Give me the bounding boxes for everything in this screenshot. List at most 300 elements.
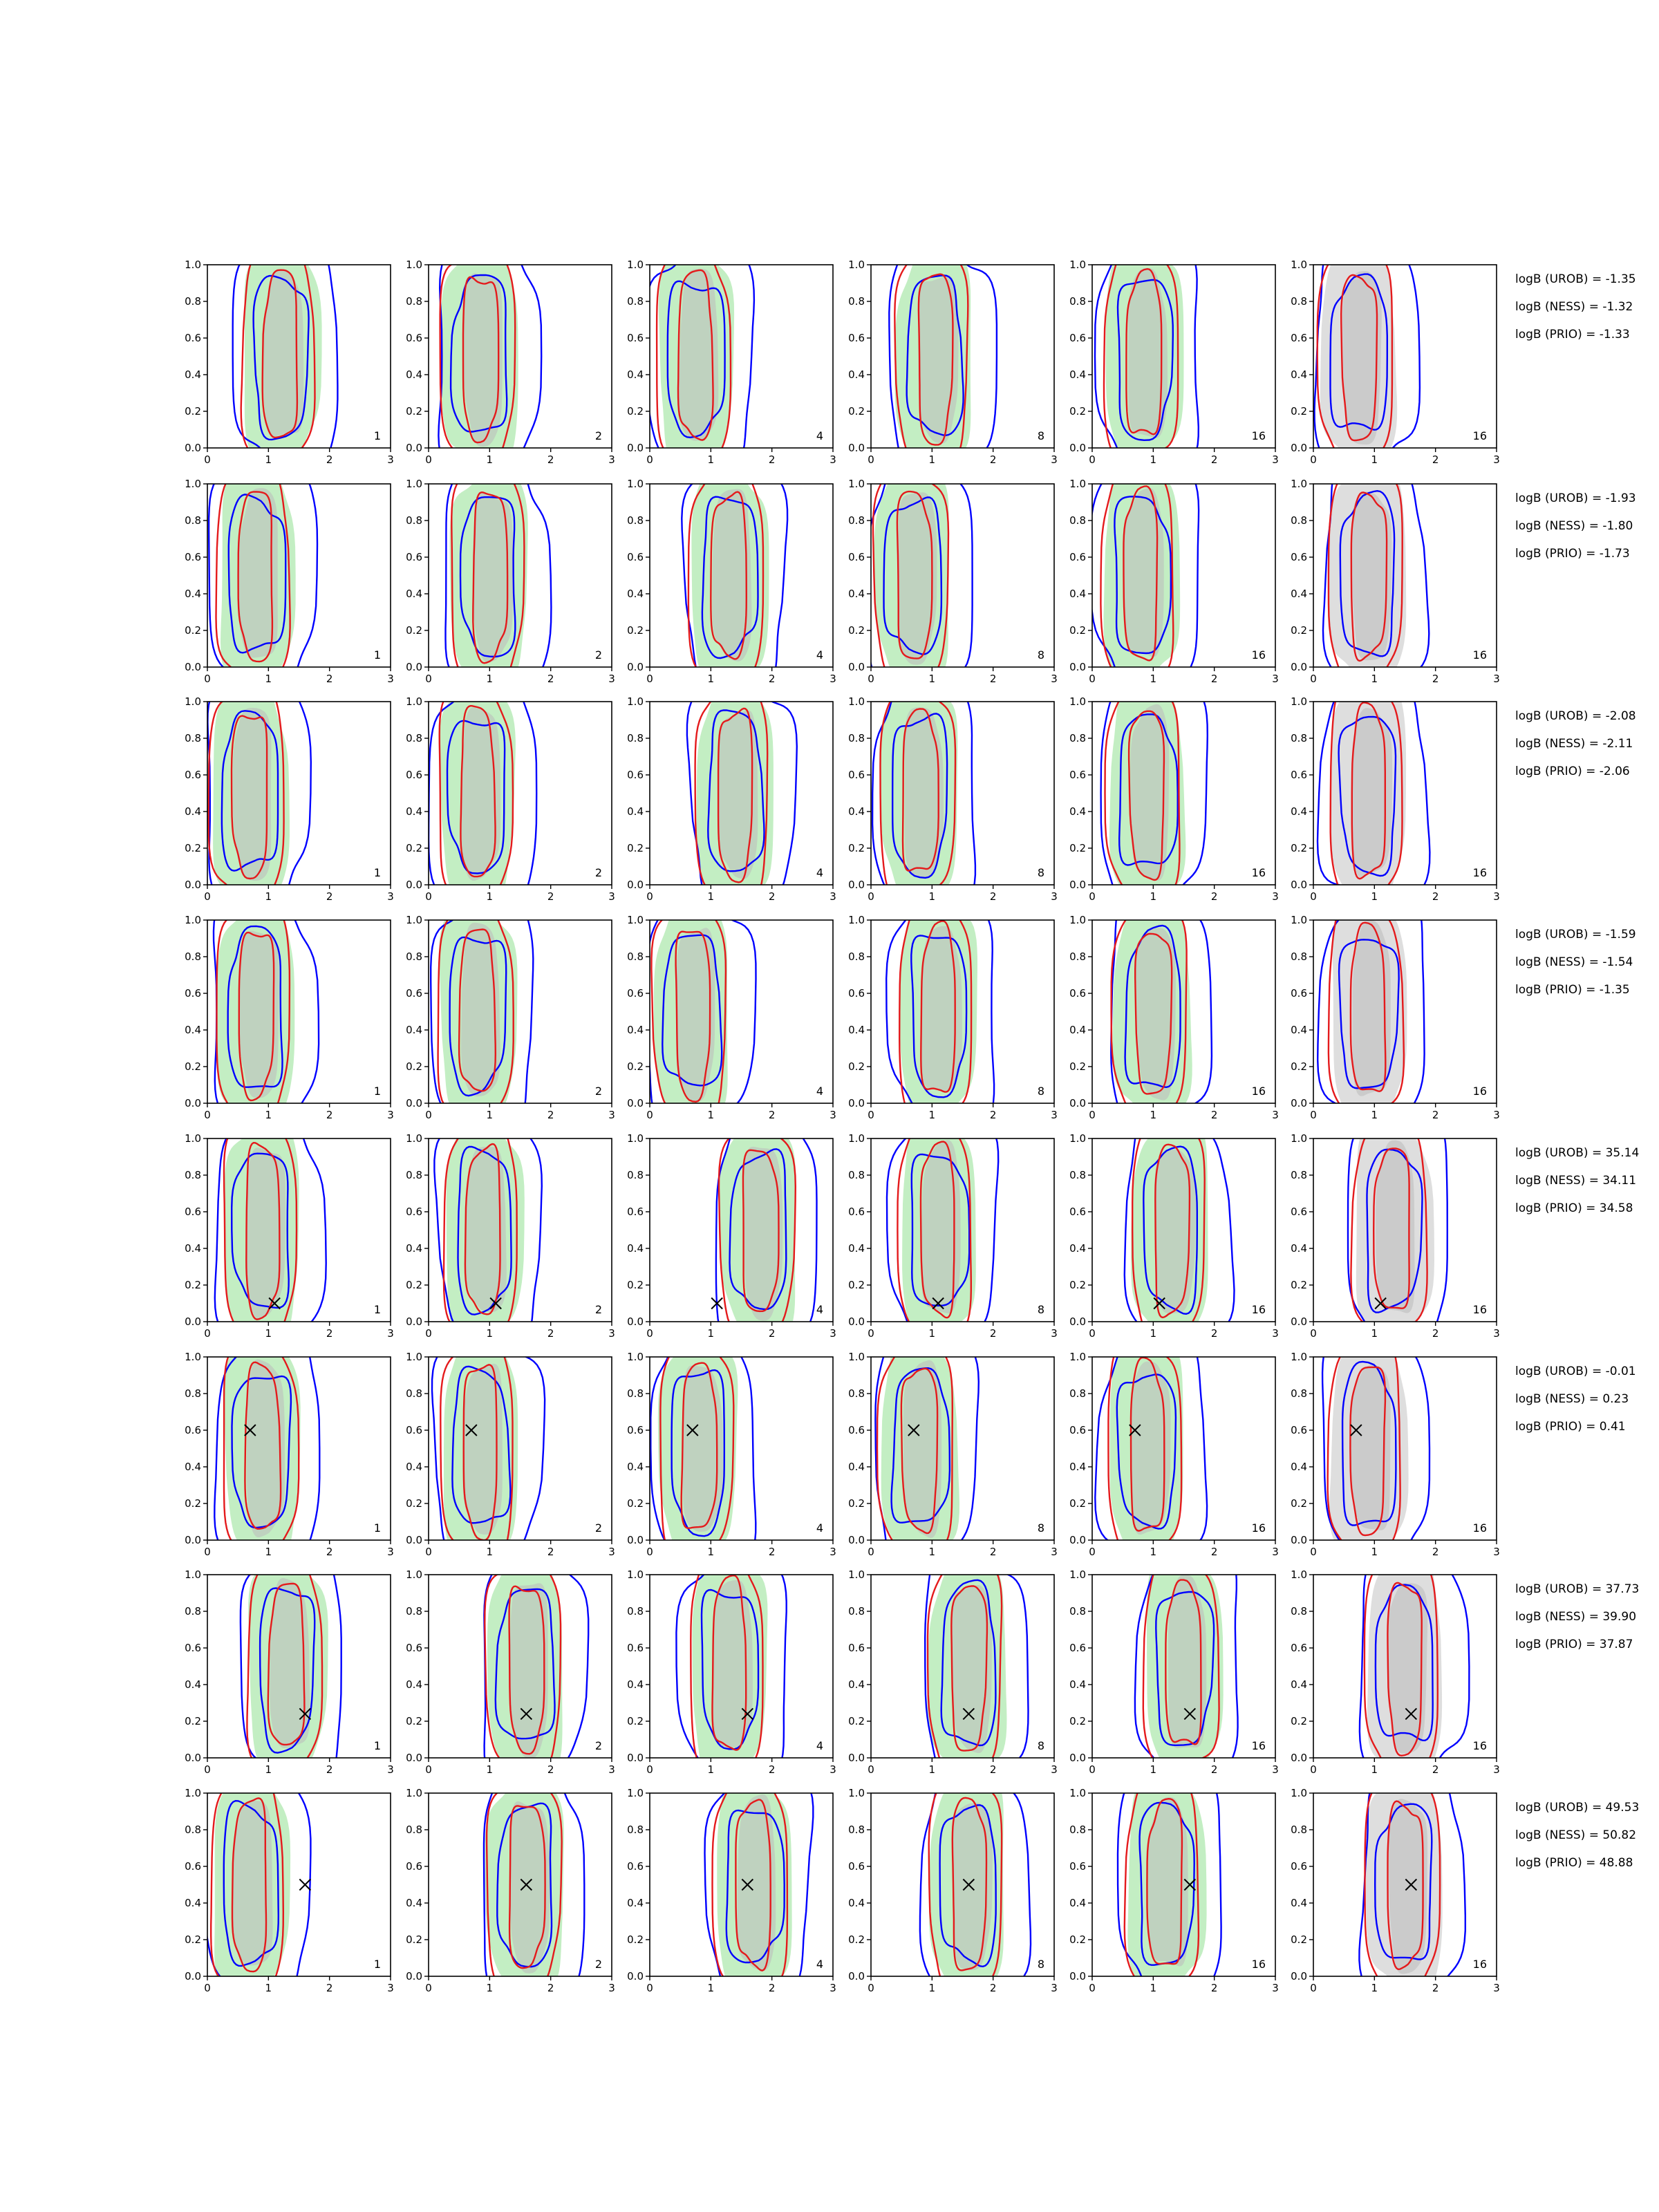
- x-tick-label: 0: [868, 1109, 874, 1121]
- y-tick-label: 0.6: [1069, 551, 1086, 563]
- y-tick-label: 0.0: [848, 879, 865, 891]
- y-tick-label: 0.0: [848, 1534, 865, 1546]
- y-tick-label: 0.8: [848, 1824, 865, 1836]
- y-tick-label: 0.6: [1291, 551, 1307, 563]
- y-tick-label: 0.2: [1291, 842, 1307, 854]
- x-tick-label: 0: [1089, 1327, 1096, 1340]
- x-tick-label: 2: [768, 1982, 776, 1994]
- y-tick-label: 0.6: [1291, 1206, 1307, 1218]
- x-tick-label: 0: [868, 1546, 874, 1558]
- y-tick-label: 1.0: [848, 914, 865, 926]
- y-tick-label: 0.6: [185, 1642, 201, 1654]
- y-tick-label: 0.4: [406, 1242, 422, 1255]
- y-tick-label: 0.8: [406, 295, 422, 308]
- x-tick-label: 3: [387, 1763, 394, 1776]
- x-tick-label: 1: [1150, 890, 1157, 903]
- filled-region-inner: [1352, 708, 1392, 878]
- x-tick-label: 3: [1272, 673, 1279, 685]
- y-tick-label: 0.8: [848, 732, 865, 744]
- y-tick-label: 0.6: [848, 1642, 865, 1654]
- x-tick-label: 0: [868, 1763, 874, 1776]
- panel-r8-c4: [848, 1767, 1058, 1997]
- y-tick-label: 0.2: [406, 1060, 422, 1073]
- y-tick-label: 0.8: [1291, 514, 1307, 527]
- panel-r8-c6: [1291, 1764, 1500, 2000]
- x-tick-label: 0: [1089, 673, 1096, 685]
- panel-label: 4: [816, 648, 823, 662]
- y-tick-label: 0.8: [627, 295, 644, 308]
- panel-r2-c6: [1291, 453, 1500, 691]
- x-tick-label: 1: [1150, 453, 1157, 466]
- x-tick-label: 2: [547, 1982, 554, 1994]
- x-tick-label: 0: [204, 1982, 211, 1994]
- y-tick-label: 1.0: [185, 914, 201, 926]
- panel-label: 8: [1037, 866, 1044, 879]
- panel-r2-c2: [406, 453, 615, 687]
- panel-r3-c2: [406, 673, 615, 906]
- x-tick-label: 0: [425, 1109, 432, 1121]
- panel-r8-c3: [627, 1771, 836, 2005]
- panel-r3-c6: [1291, 680, 1500, 908]
- y-tick-label: 0.2: [185, 842, 201, 854]
- logb-annotations-row-7: [1515, 1582, 1639, 1651]
- y-tick-label: 0.2: [185, 405, 201, 418]
- x-tick-label: 3: [387, 673, 394, 685]
- x-tick-label: 1: [486, 453, 494, 466]
- x-tick-label: 3: [1051, 453, 1058, 466]
- filled-region-inner: [1136, 928, 1177, 1100]
- y-tick-label: 0.6: [1291, 332, 1307, 344]
- y-tick-label: 0.8: [185, 1169, 201, 1181]
- y-tick-label: 0.0: [1291, 879, 1307, 891]
- y-tick-label: 0.4: [406, 1024, 422, 1036]
- y-tick-label: 0.2: [406, 1497, 422, 1510]
- y-tick-label: 0.2: [185, 1060, 201, 1073]
- x-tick-label: 0: [868, 673, 874, 685]
- x-tick-label: 1: [707, 1763, 715, 1776]
- y-tick-label: 0.2: [848, 624, 865, 637]
- y-tick-label: 0.0: [1069, 1097, 1086, 1109]
- y-tick-label: 1.0: [848, 259, 865, 271]
- logb-label: logB (PRIO) = 48.88: [1515, 1856, 1633, 1870]
- x-tick-label: 3: [1272, 1109, 1279, 1121]
- x-tick-label: 2: [1432, 1327, 1439, 1340]
- x-tick-label: 0: [204, 1109, 211, 1121]
- logb-label: logB (UROB) = 49.53: [1515, 1801, 1640, 1815]
- x-tick-label: 1: [928, 890, 936, 903]
- x-tick-label: 0: [204, 673, 211, 685]
- y-tick-label: 0.0: [1069, 1534, 1086, 1546]
- logb-label: logB (NESS) = 50.82: [1515, 1828, 1637, 1842]
- panel-label: 2: [594, 429, 602, 442]
- y-tick-label: 0.2: [406, 624, 422, 637]
- x-tick-label: 2: [547, 1546, 554, 1558]
- panel-r7-c6: [1291, 1551, 1500, 1781]
- x-tick-label: 2: [1432, 673, 1439, 685]
- panel-label: 4: [816, 1303, 823, 1316]
- y-tick-label: 0.6: [406, 551, 422, 563]
- x-tick-label: 2: [1432, 453, 1439, 466]
- x-tick-label: 2: [768, 1546, 776, 1558]
- y-tick-label: 0.8: [185, 950, 201, 963]
- x-tick-label: 1: [1371, 1982, 1378, 1994]
- y-tick-label: 0.4: [185, 1242, 201, 1255]
- x-tick-label: 1: [1371, 890, 1378, 903]
- x-tick-label: 1: [486, 1982, 494, 1994]
- x-tick-label: 3: [1272, 1327, 1279, 1340]
- x-tick-label: 0: [1089, 1763, 1096, 1776]
- panel-r6-c4: [848, 1333, 1058, 1577]
- x-tick-label: 0: [1310, 453, 1317, 466]
- x-tick-label: 3: [1051, 1327, 1058, 1340]
- y-tick-label: 1.0: [185, 1568, 201, 1581]
- x-tick-label: 1: [265, 1546, 272, 1558]
- filled-region-inner: [510, 1801, 550, 1974]
- x-tick-label: 1: [707, 1982, 715, 1994]
- x-tick-label: 0: [204, 1327, 211, 1340]
- panel-label: 16: [1472, 1739, 1487, 1752]
- panel-r6-c3: [627, 1324, 836, 1563]
- y-tick-label: 0.8: [627, 950, 644, 963]
- y-tick-label: 0.2: [627, 1497, 644, 1510]
- y-tick-label: 0.8: [1291, 1169, 1307, 1181]
- y-tick-label: 0.0: [627, 1970, 644, 1983]
- y-tick-label: 0.2: [185, 624, 201, 637]
- y-tick-label: 1.0: [406, 478, 422, 490]
- panel-r8-c2: [406, 1756, 615, 1996]
- panel-r2-c4: [848, 454, 1058, 691]
- y-tick-label: 0.2: [1291, 405, 1307, 418]
- y-tick-label: 0.6: [1291, 769, 1307, 781]
- panel-r1-c3: [627, 238, 836, 470]
- x-tick-label: 3: [608, 1109, 615, 1121]
- panel-label: 16: [1251, 648, 1266, 662]
- y-tick-label: 0.8: [1291, 950, 1307, 963]
- y-tick-label: 1.0: [1291, 1132, 1307, 1145]
- panel-r5-c6: [1291, 1114, 1500, 1359]
- y-tick-label: 0.6: [406, 332, 422, 344]
- y-tick-label: 0.0: [185, 879, 201, 891]
- y-tick-label: 0.8: [627, 732, 644, 744]
- x-tick-label: 3: [830, 890, 836, 903]
- y-tick-label: 0.2: [1291, 624, 1307, 637]
- y-tick-label: 0.4: [1069, 1461, 1086, 1473]
- y-tick-label: 0.0: [1069, 442, 1086, 454]
- logb-label: logB (PRIO) = -2.06: [1515, 765, 1630, 778]
- x-tick-label: 2: [547, 1327, 554, 1340]
- y-tick-label: 0.4: [627, 1897, 644, 1909]
- y-tick-label: 0.2: [185, 1279, 201, 1291]
- y-tick-label: 0.0: [406, 1752, 422, 1764]
- y-tick-label: 0.4: [848, 805, 865, 818]
- y-tick-label: 0.0: [627, 1097, 644, 1109]
- panel-r6-c2: [406, 1332, 615, 1561]
- y-tick-label: 0.2: [406, 405, 422, 418]
- logb-label: logB (NESS) = -2.11: [1515, 737, 1633, 751]
- y-tick-label: 0.2: [406, 1933, 422, 1946]
- y-tick-label: 0.8: [1291, 1824, 1307, 1836]
- y-tick-label: 0.6: [1291, 1642, 1307, 1654]
- x-tick-label: 0: [425, 1763, 432, 1776]
- x-tick-label: 0: [1089, 1546, 1096, 1558]
- y-tick-label: 0.0: [185, 1097, 201, 1109]
- y-tick-label: 1.0: [1291, 259, 1307, 271]
- panel-r3-c5: [1069, 680, 1279, 917]
- x-tick-label: 1: [1371, 1327, 1378, 1340]
- x-tick-label: 1: [1150, 1327, 1157, 1340]
- x-tick-label: 3: [387, 1327, 394, 1340]
- y-tick-label: 0.2: [406, 1715, 422, 1727]
- panel-label: 16: [1251, 429, 1266, 442]
- panel-label: 16: [1472, 866, 1487, 879]
- x-tick-label: 1: [928, 453, 936, 466]
- logb-label: logB (UROB) = -1.35: [1515, 272, 1636, 286]
- panel-label: 4: [816, 1958, 823, 1971]
- panel-label: 1: [373, 1958, 381, 1971]
- y-tick-label: 0.8: [406, 1605, 422, 1618]
- y-tick-label: 0.2: [185, 1933, 201, 1946]
- y-tick-label: 0.6: [848, 769, 865, 781]
- x-tick-label: 1: [707, 1546, 715, 1558]
- y-tick-label: 0.6: [1291, 1860, 1307, 1873]
- x-tick-label: 0: [425, 673, 432, 685]
- panel-label: 1: [373, 1303, 381, 1316]
- x-tick-label: 0: [646, 673, 653, 685]
- y-tick-label: 0.2: [1069, 405, 1086, 418]
- y-tick-label: 0.6: [406, 1206, 422, 1218]
- y-tick-label: 0.6: [406, 769, 422, 781]
- y-tick-label: 1.0: [406, 914, 422, 926]
- x-tick-label: 1: [707, 1109, 715, 1121]
- x-tick-label: 2: [326, 673, 333, 685]
- panel-label: 16: [1472, 1085, 1487, 1098]
- panel-label: 2: [594, 1303, 602, 1316]
- x-tick-label: 0: [646, 1546, 653, 1558]
- y-tick-label: 0.8: [848, 295, 865, 308]
- x-tick-label: 0: [646, 1327, 653, 1340]
- y-tick-label: 0.2: [185, 1715, 201, 1727]
- panel-r7-c1: [185, 1544, 394, 1792]
- x-tick-label: 0: [646, 1763, 653, 1776]
- x-tick-label: 0: [425, 1327, 432, 1340]
- x-tick-label: 1: [928, 673, 936, 685]
- y-tick-label: 1.0: [627, 914, 644, 926]
- panel-label: 16: [1251, 1958, 1266, 1971]
- y-tick-label: 0.0: [1069, 1315, 1086, 1328]
- y-tick-label: 0.6: [406, 1860, 422, 1873]
- y-tick-label: 0.0: [848, 442, 865, 454]
- x-tick-label: 0: [1089, 1109, 1096, 1121]
- panel-r8-c5: [1069, 1775, 1279, 2011]
- x-tick-label: 1: [928, 1982, 936, 1994]
- logb-annotations-row-2: [1515, 491, 1636, 561]
- panel-label: 16: [1251, 1085, 1266, 1098]
- logb-label: logB (PRIO) = 37.87: [1515, 1638, 1633, 1651]
- panel-label: 8: [1037, 1739, 1044, 1752]
- y-tick-label: 0.4: [627, 1242, 644, 1255]
- y-tick-label: 0.6: [1069, 769, 1086, 781]
- x-tick-label: 1: [1371, 1763, 1378, 1776]
- x-tick-label: 1: [486, 1546, 494, 1558]
- panel-r7-c2: [406, 1547, 615, 1786]
- y-tick-label: 0.2: [1291, 1715, 1307, 1727]
- panel-r6-c6: [1291, 1335, 1500, 1571]
- y-tick-label: 0.2: [627, 1715, 644, 1727]
- x-tick-label: 1: [265, 1109, 272, 1121]
- x-tick-label: 2: [768, 1327, 776, 1340]
- x-tick-label: 0: [868, 1982, 874, 1994]
- x-tick-label: 3: [608, 1763, 615, 1776]
- y-tick-label: 0.6: [185, 1860, 201, 1873]
- x-tick-label: 0: [1310, 1327, 1317, 1340]
- x-tick-label: 3: [1051, 890, 1058, 903]
- y-tick-label: 0.8: [1069, 1387, 1086, 1400]
- y-tick-label: 0.2: [1291, 1279, 1307, 1291]
- y-tick-label: 1.0: [1069, 695, 1086, 708]
- x-tick-label: 2: [1432, 1546, 1439, 1558]
- panel-r4-c1: [185, 894, 394, 1127]
- y-tick-label: 0.4: [1291, 805, 1307, 818]
- panel-label: 1: [373, 429, 381, 442]
- x-tick-label: 1: [1371, 673, 1378, 685]
- panel-label: 1: [373, 866, 381, 879]
- y-tick-label: 0.0: [848, 1097, 865, 1109]
- y-tick-label: 0.0: [1291, 1970, 1307, 1983]
- logb-label: logB (NESS) = 0.23: [1515, 1392, 1629, 1406]
- x-tick-label: 3: [830, 453, 836, 466]
- panel-label: 2: [594, 866, 602, 879]
- y-tick-label: 0.6: [1069, 1424, 1086, 1436]
- logb-label: logB (UROB) = 35.14: [1515, 1146, 1640, 1160]
- panel-label: 2: [594, 648, 602, 662]
- y-tick-label: 0.4: [1291, 588, 1307, 600]
- y-tick-label: 1.0: [406, 1351, 422, 1363]
- x-tick-label: 0: [425, 1982, 432, 1994]
- y-tick-label: 0.4: [627, 1678, 644, 1691]
- panel-label: 16: [1472, 1521, 1487, 1535]
- x-tick-label: 0: [646, 1109, 653, 1121]
- y-tick-label: 1.0: [627, 695, 644, 708]
- y-tick-label: 0.6: [185, 1424, 201, 1436]
- y-tick-label: 0.8: [406, 1387, 422, 1400]
- y-tick-label: 0.0: [1069, 879, 1086, 891]
- x-tick-label: 2: [547, 890, 554, 903]
- x-tick-label: 1: [928, 1763, 936, 1776]
- panel-label: 8: [1037, 1085, 1044, 1098]
- x-tick-label: 2: [989, 673, 997, 685]
- panel-label: 1: [373, 648, 381, 662]
- panel-r1-c2: [406, 235, 615, 472]
- logb-label: logB (NESS) = -1.80: [1515, 519, 1633, 533]
- y-tick-label: 1.0: [848, 1351, 865, 1363]
- x-tick-label: 1: [486, 1763, 494, 1776]
- x-tick-label: 3: [1051, 673, 1058, 685]
- y-tick-label: 0.4: [1069, 1024, 1086, 1036]
- logb-annotations-row-6: [1515, 1365, 1636, 1434]
- x-tick-label: 1: [486, 1327, 494, 1340]
- y-tick-label: 0.2: [1069, 624, 1086, 637]
- y-tick-label: 0.4: [185, 1024, 201, 1036]
- y-tick-label: 1.0: [1069, 914, 1086, 926]
- y-tick-label: 0.8: [1291, 295, 1307, 308]
- y-tick-label: 1.0: [406, 1787, 422, 1799]
- y-tick-label: 0.6: [627, 769, 644, 781]
- logb-label: logB (NESS) = -1.32: [1515, 300, 1633, 314]
- panel-label: 2: [594, 1739, 602, 1752]
- logb-annotations-row-3: [1515, 709, 1636, 778]
- x-tick-label: 1: [707, 673, 715, 685]
- x-tick-label: 3: [1493, 890, 1500, 903]
- x-tick-label: 3: [1493, 1763, 1500, 1776]
- x-tick-label: 0: [204, 890, 211, 903]
- y-tick-label: 1.0: [848, 478, 865, 490]
- y-tick-label: 0.4: [406, 1678, 422, 1691]
- x-tick-label: 2: [768, 1109, 776, 1121]
- x-tick-label: 0: [1089, 453, 1096, 466]
- y-tick-label: 0.0: [627, 442, 644, 454]
- x-tick-label: 3: [830, 673, 836, 685]
- x-tick-label: 2: [1432, 1109, 1439, 1121]
- x-tick-label: 3: [608, 1546, 615, 1558]
- panel-label: 4: [816, 429, 823, 442]
- x-tick-label: 2: [547, 673, 554, 685]
- y-tick-label: 0.6: [848, 987, 865, 1000]
- y-tick-label: 1.0: [185, 1351, 201, 1363]
- x-tick-label: 3: [830, 1982, 836, 1994]
- x-tick-label: 1: [1371, 1546, 1378, 1558]
- x-tick-label: 1: [486, 890, 494, 903]
- y-tick-label: 0.4: [848, 368, 865, 381]
- y-tick-label: 0.8: [848, 950, 865, 963]
- y-tick-label: 0.8: [848, 1387, 865, 1400]
- x-tick-label: 3: [830, 1763, 836, 1776]
- panel-label: 2: [594, 1958, 602, 1971]
- y-tick-label: 0.6: [185, 987, 201, 1000]
- x-tick-label: 3: [1272, 453, 1279, 466]
- x-tick-label: 3: [1272, 1982, 1279, 1994]
- y-tick-label: 0.4: [1291, 1024, 1307, 1036]
- y-tick-label: 0.6: [1069, 332, 1086, 344]
- y-tick-label: 0.6: [1069, 1860, 1086, 1873]
- y-tick-label: 0.4: [185, 368, 201, 381]
- y-tick-label: 0.6: [1291, 987, 1307, 1000]
- x-tick-label: 2: [326, 1982, 333, 1994]
- x-tick-label: 3: [1493, 1546, 1500, 1558]
- x-tick-label: 3: [387, 1109, 394, 1121]
- y-tick-label: 0.8: [1069, 1169, 1086, 1181]
- y-tick-label: 0.0: [185, 1315, 201, 1328]
- y-tick-label: 0.2: [848, 1497, 865, 1510]
- y-tick-label: 0.0: [1291, 1752, 1307, 1764]
- logb-label: logB (PRIO) = 34.58: [1515, 1201, 1633, 1215]
- y-tick-label: 0.6: [627, 332, 644, 344]
- y-tick-label: 0.4: [1291, 368, 1307, 381]
- x-tick-label: 2: [1210, 1327, 1218, 1340]
- y-tick-label: 0.8: [848, 514, 865, 527]
- x-tick-label: 3: [608, 890, 615, 903]
- y-tick-label: 0.6: [627, 551, 644, 563]
- x-tick-label: 1: [1371, 1109, 1378, 1121]
- y-tick-label: 0.8: [1291, 1605, 1307, 1618]
- y-tick-label: 0.2: [848, 405, 865, 418]
- panel-r8-c1: [185, 1772, 394, 2005]
- x-tick-label: 0: [1310, 1109, 1317, 1121]
- x-tick-label: 0: [204, 1763, 211, 1776]
- x-tick-label: 0: [646, 1982, 653, 1994]
- panel-r1-c6: [1291, 241, 1500, 478]
- y-tick-label: 0.6: [185, 769, 201, 781]
- y-tick-label: 1.0: [1291, 1351, 1307, 1363]
